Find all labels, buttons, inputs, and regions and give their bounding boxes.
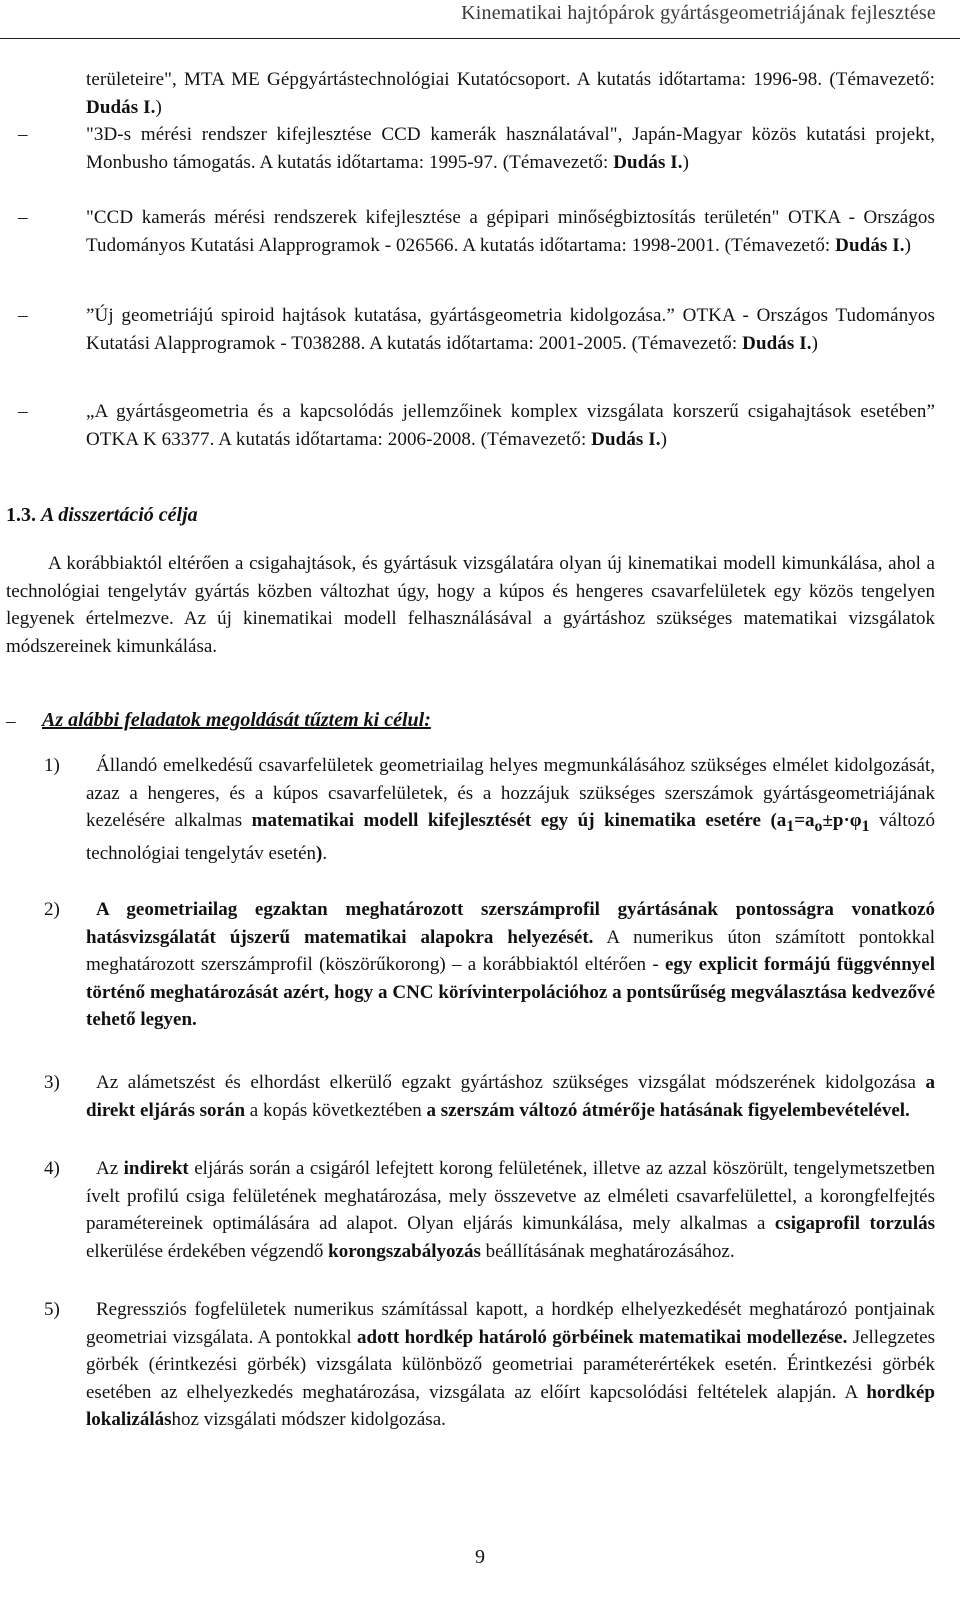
goal-item-2: A geometriailag egzaktan meghatározott szerszámprofil gyártásának pontosságra vonatkozó hatásvizsgálatát újszerű matematikai alapokra helyezését. A numerikus úton számított pontokkal meghatározott szerszámprofil (köszörűkorong) – a korábbiaktól eltérően - egy explicit formájú függvénnyel történő meghatározását azért, hogy a CNC körívinterpolációhoz a pontsűrűség megválasztása kedvezővé tehető legyen. bbox=[86, 899, 936, 1030]
header-rule bbox=[0, 38, 960, 39]
list-dash: – bbox=[18, 305, 28, 326]
goal-item-3: Az alámetszést és elhordást elkerülő egzakt gyártáshoz szükséges vizsgálat módszerének kidolgozása a direkt eljárás során a kopás következtében a szerszám változó átmérője hatásának figyelembevételével. bbox=[86, 1072, 935, 1121]
goal-number: 3) bbox=[44, 1072, 60, 1093]
goal-item-4: Az indirekt eljárás során a csigáról lefejtett korong felületének, illetve az azzal köszörült, tengelymetszetben ívelt profilú csiga felületének meghatározása, mely összevetve az elméleti csavarfelülettel, a korongfelfejtés paramétereinek optimálására ad alapot. Olyan eljárás kimunkálása, mely alkalmas a csigaprofil torzulás elkerülése érdekében végzendő korongszabályozás beállításának meghatározásához. bbox=[86, 1158, 936, 1262]
intro-paragraph: A korábbiaktól eltérően a csigahajtások, és gyártásuk vizsgálatára olyan új kinematikai modell kimunkálása, ahol a technológiai tengelytáv gyártás közben változhat úgy, hogy a kúpos és hengeres csavarfelületek egy közös tengelyen legyenek értelmezve. Az új kinematikai modell felhasználásával a gyártáshoz szükséges matematikai vizsgálatok módszereinek kimunkálása. bbox=[6, 553, 935, 657]
project-item-2: "3D-s mérési rendszer kifejlesztése CCD kamerák használatával", Japán-Magyar közös kutatási projekt, Monbusho támogatás. A kutatás időtartama: 1995-97. (Témavezető: Dudás I.) bbox=[86, 124, 935, 173]
list-dash: – bbox=[18, 207, 28, 228]
project-item-1: területeire", MTA ME Gépgyártástechnológiai Kutatócsoport. A kutatás időtartama: 1996-98. (Témavezető: Dudás I.) bbox=[86, 69, 935, 118]
project-item-4: ”Új geometriájú spiroid hajtások kutatása, gyártásgeometria kidolgozása.” OTKA - Országos Tudományos Kutatási Alapprogramok - T038288. A kutatás időtartama: 2001-2005. (Témavezető: Dudás I.) bbox=[86, 305, 935, 354]
project-item-5: „A gyártásgeometria és a kapcsolódás jellemzőinek komplex vizsgálata korszerű csigahajtások esetében” OTKA K 63377. A kutatás időtartama: 2006-2008. (Témavezető: Dudás I.) bbox=[86, 401, 935, 450]
goal-number: 5) bbox=[44, 1299, 60, 1320]
list-dash: – bbox=[6, 711, 16, 732]
list-dash: – bbox=[18, 124, 28, 145]
page-number: 9 bbox=[475, 1546, 485, 1568]
section-title: A disszertáció célja bbox=[41, 504, 198, 526]
section-number: 1.3. bbox=[6, 504, 36, 526]
running-header: Kinematikai hajtópárok gyártásgeometriájának fejlesztése bbox=[461, 2, 936, 24]
list-dash: – bbox=[18, 401, 28, 422]
goal-item-5: Regressziós fogfelületek numerikus számítással kapott, a hordkép elhelyezkedését meghatározó pontjainak geometriai vizsgálata. A pontokkal adott hordkép határoló görbéinek matematikai modellezése. Jellegzetes görbék (érintkezési görbék) vizsgálata különböző geometriai paraméterértékek esetén. Érintkezési görbék esetében az elhelyezkedés meghatározása, vizsgálata az előírt kapcsolódási feltételek alapján. A hordkép lokalizáláshoz vizsgálati módszer kidolgozása. bbox=[86, 1299, 935, 1430]
goal-number: 4) bbox=[44, 1158, 60, 1179]
section-heading bbox=[6, 504, 198, 527]
goal-number: 2) bbox=[44, 899, 60, 920]
goals-heading: Az alábbi feladatok megoldását tűztem ki célul: bbox=[42, 709, 431, 731]
project-item-3: "CCD kamerás mérési rendszerek kifejlesztése a gépipari minőségbiztosítás területén" OTKA - Országos Tudományos Kutatási Alapprogramok - 026566. A kutatás időtartama: 1998-2001. (Témavezető: Dudás I.) bbox=[86, 207, 935, 256]
goal-item-1: Állandó emelkedésű csavarfelületek geometriailag helyes megmunkálásához szükséges elmélet kidolgozását, azaz a hengeres, és a kúpos csavarfelületek, és a hozzájuk szükséges szerszámok gyártásgeometriájának kezelésére alkalmas matematikai modell kifejlesztését egy új kinematika esetére ($a_1=a_o\pm p\cdot\varphi_1$ változó technológiai tengelytáv esetén). bbox=[86, 755, 935, 865]
goal-number: 1) bbox=[44, 755, 60, 776]
